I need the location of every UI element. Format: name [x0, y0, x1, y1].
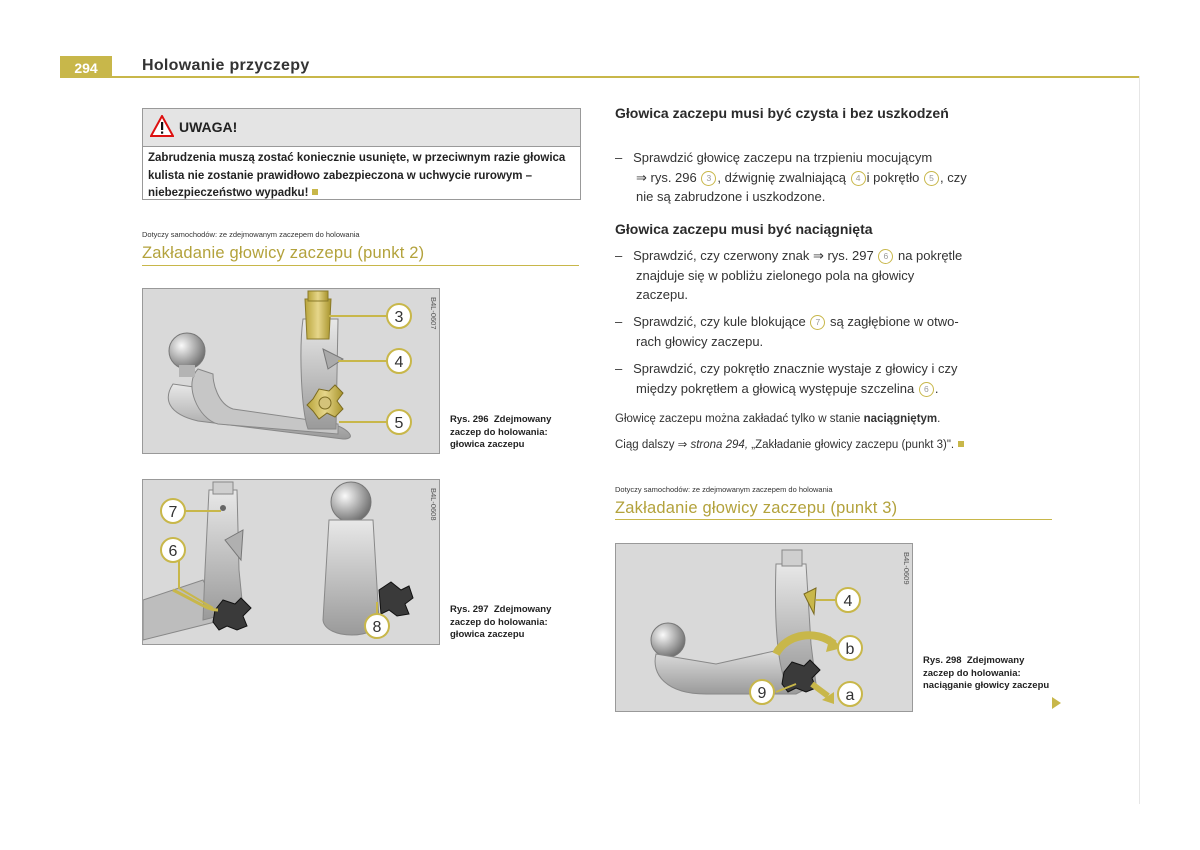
tow-hitch-drawing — [168, 291, 350, 439]
caption-text: Zdejmowany zaczep do holowania: naciąganie głowicy zaczepu — [923, 655, 1050, 691]
continued-note — [615, 436, 1055, 454]
bullet-check-red-mark: – Sprawdzić, czy czerwony znak ⇒ rys. 297 6 na pokrętle znajduje się w pobliżu zielonego pola na głowicy zaczepu. — [615, 246, 1055, 305]
callout-ref-icon: 5 — [924, 171, 939, 186]
figure-298 — [615, 543, 913, 712]
callout-ref-icon: 3 — [701, 171, 716, 186]
bullet-text: , czy — [940, 169, 967, 185]
body-bold: naciągniętym — [863, 413, 938, 425]
caption-text: Zdejmowany zaczep do holowania: głowica zaczepu — [450, 414, 552, 450]
warning-body-text: Zabrudzenia muszą zostać koniecznie usunięte, w przeciwnym razie głowica kulista nie zostanie prawidłowo zabezpieczona w uchwycie rurowym – niebezpieczeństwo wypadku! — [148, 152, 566, 199]
svg-text:5: 5 — [394, 415, 404, 432]
callout-ref-icon: 6 — [919, 382, 934, 397]
figure-297 — [142, 479, 440, 645]
section-title: Zakładanie głowicy zaczepu (punkt 3) — [615, 499, 898, 517]
caption-label: Rys. 297 — [450, 604, 489, 615]
svg-text:8: 8 — [372, 619, 382, 636]
callout-6 — [161, 538, 185, 562]
svg-text:4: 4 — [843, 593, 853, 610]
bullet-check-balls: – Sprawdzić, czy kule blokujące 7 są zagłębione w otwo- rach głowicy zaczepu. — [615, 312, 1055, 351]
callout-9 — [750, 680, 774, 704]
figure-caption-298 — [923, 655, 1051, 693]
figure-code: B4L-0608 — [429, 488, 438, 521]
caption-label: Rys. 298 — [923, 655, 962, 666]
bullet-text: . — [934, 380, 939, 396]
bullet-text: na pokrętle — [897, 248, 963, 263]
callout-a — [838, 682, 862, 706]
callout-3 — [387, 304, 411, 328]
page-header-title: Holowanie przyczepy — [142, 57, 310, 74]
caption-label: Rys. 296 — [450, 414, 489, 425]
callout-ref-icon: 4 — [851, 171, 866, 186]
warning-triangle-icon — [150, 115, 174, 137]
svg-text:4: 4 — [394, 354, 404, 371]
bullet-check-clean: – Sprawdzić głowicę zaczepu na trzpieniu mocującym ⇒ rys. 296 3 , dźwignię zwalniającą 4 i pokrętło 5 , czy nie są zabrudzone i uszkodzone. — [615, 148, 1055, 207]
page-number: 294 — [60, 56, 112, 78]
body-text: „Zakładanie głowicy zaczepu (punkt 3)". — [751, 439, 955, 451]
figure-caption-297 — [450, 604, 578, 642]
bullet-text: Sprawdzić, czy czerwony znak ⇒ rys. 297 — [633, 248, 874, 263]
section-rule — [142, 265, 579, 266]
bullet-text: rach głowicy zaczepu. — [636, 333, 764, 349]
applicability-note: Dotyczy samochodów: ze zdejmowanym zaczepem do holowania — [615, 485, 833, 494]
hitch-head-right-drawing — [323, 482, 413, 635]
svg-text:9: 9 — [757, 685, 767, 702]
warning-box — [142, 108, 581, 200]
hitch-tension-drawing — [651, 550, 842, 704]
header-rule — [60, 76, 1140, 78]
subheading-clean: Głowica zaczepu musi być czysta i bez uszkodzeń — [615, 105, 949, 121]
figure-code: B4L-0607 — [429, 297, 438, 330]
figure-296 — [142, 288, 440, 454]
page-edge-rule — [1139, 76, 1140, 804]
figure-code: B4L-0609 — [902, 552, 911, 585]
svg-text:6: 6 — [168, 543, 178, 560]
figure-reference: ⇒ rys. 296 — [636, 169, 697, 185]
bullet-text: nie są zabrudzone i uszkodzone. — [636, 189, 826, 204]
callout-5 — [387, 410, 411, 434]
figure-caption-296 — [450, 414, 578, 452]
applicability-note: Dotyczy samochodów: ze zdejmowanym zaczepem do holowania — [142, 230, 360, 239]
bullet-text: Sprawdzić, czy kule blokujące — [633, 314, 806, 329]
hitch-head-left-drawing — [143, 482, 251, 640]
bullet-text: Sprawdzić głowicę zaczepu na trzpieniu mocującym — [633, 150, 933, 165]
subheading-tensioned: Głowica zaczepu musi być naciągnięta — [615, 221, 873, 237]
bullet-text: są zagłębione w otwo- — [830, 314, 959, 329]
callout-ref-icon: 7 — [810, 315, 825, 330]
bullet-text: i pokrętło — [866, 169, 920, 185]
callout-7 — [161, 499, 185, 523]
end-marker-icon — [958, 441, 964, 447]
svg-text:a: a — [845, 687, 855, 704]
end-marker-icon — [312, 189, 318, 195]
bullet-text: między pokrętłem a głowicą występuje szczelina — [636, 380, 915, 396]
callout-8 — [365, 614, 389, 638]
warning-text — [148, 150, 568, 203]
warning-header — [143, 109, 580, 147]
callout-4 — [836, 588, 860, 612]
svg-text:7: 7 — [168, 504, 178, 521]
tension-note — [615, 410, 1055, 428]
svg-text:b: b — [845, 641, 855, 658]
body-text: Głowicę zaczepu można zakładać tylko w stanie — [615, 413, 861, 425]
bullet-text: zaczepu. — [636, 287, 689, 302]
callout-b — [838, 636, 862, 660]
bullet-text: znajduje się w pobliżu zielonego pola na głowicy — [636, 267, 915, 283]
page-link[interactable]: strona 294, — [690, 439, 749, 451]
warning-title: UWAGA! — [179, 119, 238, 135]
section-rule — [615, 519, 1052, 520]
body-text: Ciąg dalszy ⇒ — [615, 439, 688, 451]
bullet-text: , dźwignię zwalniającą — [717, 169, 846, 185]
section-title: Zakładanie głowicy zaczepu (punkt 2) — [142, 244, 425, 262]
svg-text:3: 3 — [394, 309, 404, 326]
caption-text: Zdejmowany zaczep do holowania: głowica zaczepu — [450, 604, 552, 640]
bullet-text: Sprawdzić, czy pokrętło znacznie wystaje z głowicy i czy — [633, 361, 958, 376]
callout-ref-icon: 6 — [878, 249, 893, 264]
bullet-check-gap: – Sprawdzić, czy pokrętło znacznie wystaje z głowicy i czy między pokrętłem a głowicą występuje szczelina 6 . — [615, 361, 958, 396]
continue-arrow-icon — [1052, 697, 1061, 709]
callout-4 — [387, 349, 411, 373]
body-text: . — [937, 413, 941, 425]
